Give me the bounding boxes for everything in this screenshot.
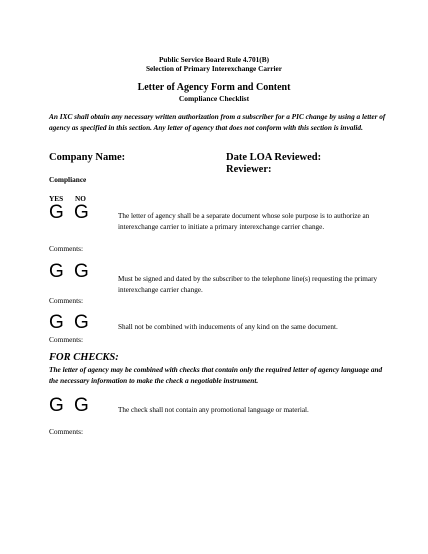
date-reviewed-label: Date LOA Reviewed: — [226, 152, 322, 163]
for-checks-heading: FOR CHECKS: — [49, 352, 119, 363]
intro-paragraph: An IXC shall obtain any necessary written authorization from a subscriber for a PIC change by using a letter of agency as specified in this section. Any letter of agency that does not conform with this section is invalid. — [49, 112, 386, 132]
for-checks-paragraph: The letter of agency may be combined with checks that contain only the required letter of agency language and the necessary information to make the check a negotiable instrument. — [49, 365, 383, 385]
comments-label: Comments: — [49, 335, 84, 344]
no-column-label: NO — [75, 194, 86, 203]
comments-label: Comments: — [49, 296, 84, 305]
yes-checkbox-icon[interactable]: G — [49, 202, 64, 223]
yes-checkbox-icon[interactable]: G — [49, 312, 64, 333]
yes-checkbox-icon[interactable]: G — [49, 261, 64, 282]
rule-title: Public Service Board Rule 4.701(B) — [158, 55, 270, 64]
comments-label: Comments: — [49, 244, 84, 253]
no-checkbox-icon[interactable]: G — [74, 261, 89, 282]
item-text: Must be signed and dated by the subscriber to the telephone line(s) requesting the primary interexchange carrier change. — [118, 275, 378, 294]
reviewer-label: Reviewer: — [226, 164, 272, 175]
no-checkbox-icon[interactable]: G — [74, 395, 89, 416]
form-title: Letter of Agency Form and Content — [137, 82, 291, 93]
compliance-heading: Compliance — [49, 175, 87, 184]
form-subtitle: Compliance Checklist — [178, 94, 250, 103]
no-checkbox-icon[interactable]: G — [74, 312, 89, 333]
item-text: Shall not be combined with inducements of any kind on the same document. — [118, 323, 338, 331]
company-name-label: Company Name: — [49, 152, 126, 163]
item-text: The check shall not contain any promotional language or material. — [118, 406, 309, 414]
rule-subtitle: Selection of Primary Interexchange Carrier — [145, 64, 283, 73]
yes-checkbox-icon[interactable]: G — [49, 395, 64, 416]
comments-label: Comments: — [49, 427, 84, 436]
no-checkbox-icon[interactable]: G — [74, 202, 89, 223]
yes-column-label: YES — [49, 194, 64, 203]
item-text: The letter of agency shall be a separate document whose sole purpose is to authorize an interexchange carrier to initiate a primary interexchange carrier change. — [118, 212, 370, 231]
